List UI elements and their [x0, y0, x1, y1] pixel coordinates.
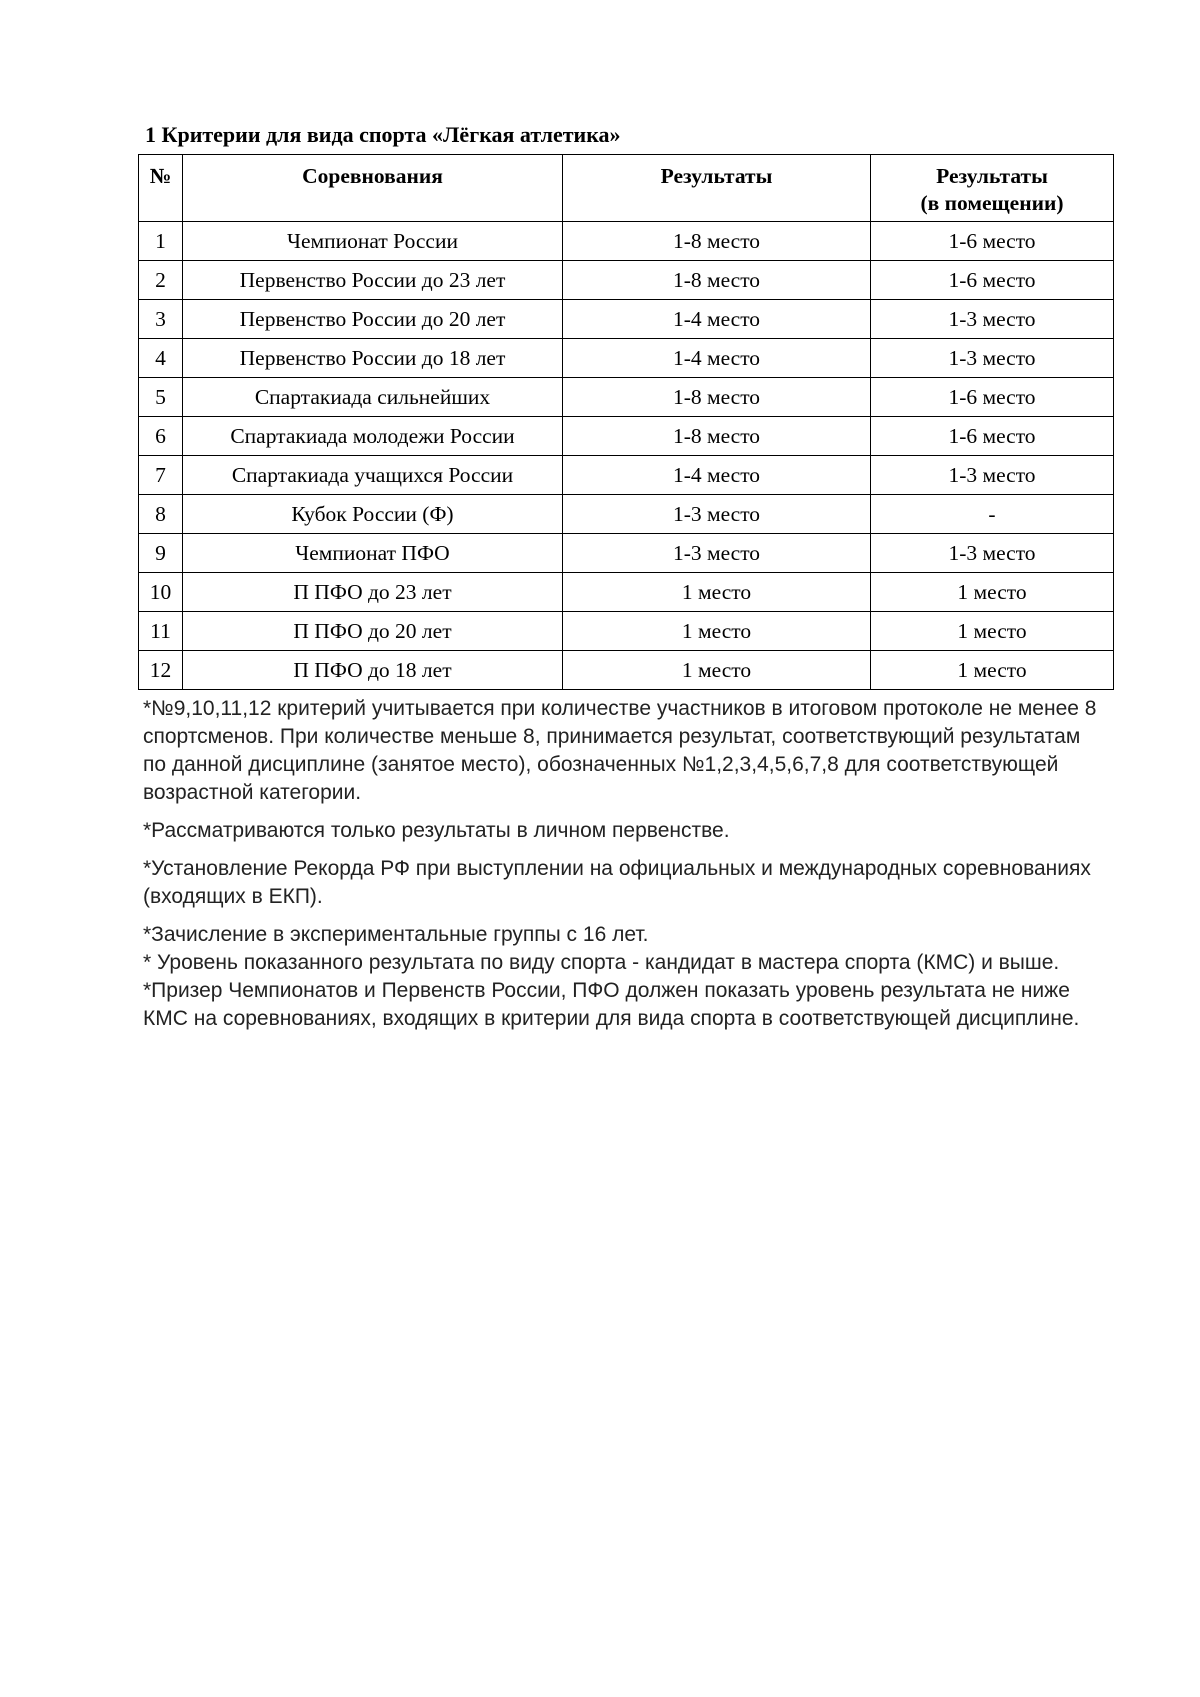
table-body — [139, 222, 1114, 690]
notes-section — [143, 695, 1103, 1033]
row-num-cell: 1 — [139, 222, 183, 261]
row-num-cell: 6 — [139, 417, 183, 456]
result-cell: 1-8 место — [563, 417, 871, 456]
row-num-cell: 9 — [139, 534, 183, 573]
table-row — [139, 456, 1114, 495]
competition-cell: Кубок России (Ф) — [183, 495, 563, 534]
criteria-table — [138, 154, 1114, 690]
table-row — [139, 495, 1114, 534]
competition-cell: П ПФО до 18 лет — [183, 651, 563, 690]
table-row — [139, 300, 1114, 339]
header-results-indoor-line2: (в помещении) — [920, 191, 1064, 215]
result-indoor-cell: 1-3 место — [871, 534, 1114, 573]
result-cell: 1 место — [563, 651, 871, 690]
result-indoor-cell: 1-6 место — [871, 417, 1114, 456]
table-row — [139, 222, 1114, 261]
note-paragraph: *Рассматриваются только результаты в личном первенстве. — [143, 819, 730, 842]
result-indoor-cell: 1-6 место — [871, 261, 1114, 300]
note-paragraph: *Установление Рекорда РФ при выступлении на официальных и международных соревнованиях (входящих в ЕКП). — [143, 857, 1091, 908]
note-paragraph: *Призер Чемпионатов и Первенств России, ПФО должен показать уровень результата не ниже КМС на соревнованиях, входящих в критерии для вида спорта в соответствующей дисциплине. — [143, 979, 1080, 1030]
result-cell: 1-3 место — [563, 495, 871, 534]
result-indoor-cell: 1 место — [871, 651, 1114, 690]
competition-cell: Первенство России до 20 лет — [183, 300, 563, 339]
result-cell: 1-4 место — [563, 300, 871, 339]
row-num-cell: 5 — [139, 378, 183, 417]
row-num-cell: 12 — [139, 651, 183, 690]
table-row — [139, 417, 1114, 456]
competition-cell: Чемпионат России — [183, 222, 563, 261]
result-cell: 1 место — [563, 573, 871, 612]
result-indoor-cell: 1-3 место — [871, 456, 1114, 495]
table-row — [139, 612, 1114, 651]
result-cell: 1-8 место — [563, 222, 871, 261]
table-row — [139, 573, 1114, 612]
header-results: Результаты — [563, 155, 871, 222]
row-num-cell: 11 — [139, 612, 183, 651]
note-paragraph: *№9,10,11,12 критерий учитывается при количестве участников в итоговом протоколе не менее 8 спортсменов. При количестве меньше 8, принимается результат, соответствующий результатам по данной дисциплине (занятое место), обозначенных №1,2,3,4,5,6,7,8 для соответствующей возрастной категории. — [143, 697, 1097, 804]
result-indoor-cell: - — [871, 495, 1114, 534]
note-paragraph: *Зачисление в экспериментальные группы с 16 лет. — [143, 923, 649, 946]
note-paragraph: * Уровень показанного результата по виду спорта - кандидат в мастера спорта (КМС) и выше. — [143, 951, 1060, 974]
row-num-cell: 7 — [139, 456, 183, 495]
row-num-cell: 4 — [139, 339, 183, 378]
result-indoor-cell: 1-6 место — [871, 378, 1114, 417]
row-num-cell: 2 — [139, 261, 183, 300]
header-competitions: Соревнования — [183, 155, 563, 222]
row-num-cell: 3 — [139, 300, 183, 339]
competition-cell: Спартакиада учащихся России — [183, 456, 563, 495]
table-row — [139, 378, 1114, 417]
result-indoor-cell: 1-3 место — [871, 300, 1114, 339]
competition-cell: Первенство России до 23 лет — [183, 261, 563, 300]
competition-cell: П ПФО до 20 лет — [183, 612, 563, 651]
result-cell: 1-8 место — [563, 261, 871, 300]
row-num-cell: 8 — [139, 495, 183, 534]
result-cell: 1-3 место — [563, 534, 871, 573]
result-indoor-cell: 1 место — [871, 573, 1114, 612]
result-cell: 1-4 место — [563, 456, 871, 495]
table-row — [139, 651, 1114, 690]
table-header-row — [139, 155, 1114, 222]
competition-cell: Первенство России до 18 лет — [183, 339, 563, 378]
competition-cell: Чемпионат ПФО — [183, 534, 563, 573]
document-title: 1 Критерии для вида спорта «Лёгкая атлетика» — [145, 122, 621, 147]
row-num-cell: 10 — [139, 573, 183, 612]
result-indoor-cell: 1-3 место — [871, 339, 1114, 378]
header-results-indoor — [871, 155, 1114, 222]
result-cell: 1-8 место — [563, 378, 871, 417]
result-indoor-cell: 1-6 место — [871, 222, 1114, 261]
competition-cell: Спартакиада сильнейших — [183, 378, 563, 417]
header-results-indoor-line1: Результаты — [936, 164, 1048, 188]
result-cell: 1 место — [563, 612, 871, 651]
result-indoor-cell: 1 место — [871, 612, 1114, 651]
table-row — [139, 534, 1114, 573]
table-row — [139, 261, 1114, 300]
header-num: № — [139, 155, 183, 222]
table-row — [139, 339, 1114, 378]
competition-cell: Спартакиада молодежи России — [183, 417, 563, 456]
result-cell: 1-4 место — [563, 339, 871, 378]
competition-cell: П ПФО до 23 лет — [183, 573, 563, 612]
